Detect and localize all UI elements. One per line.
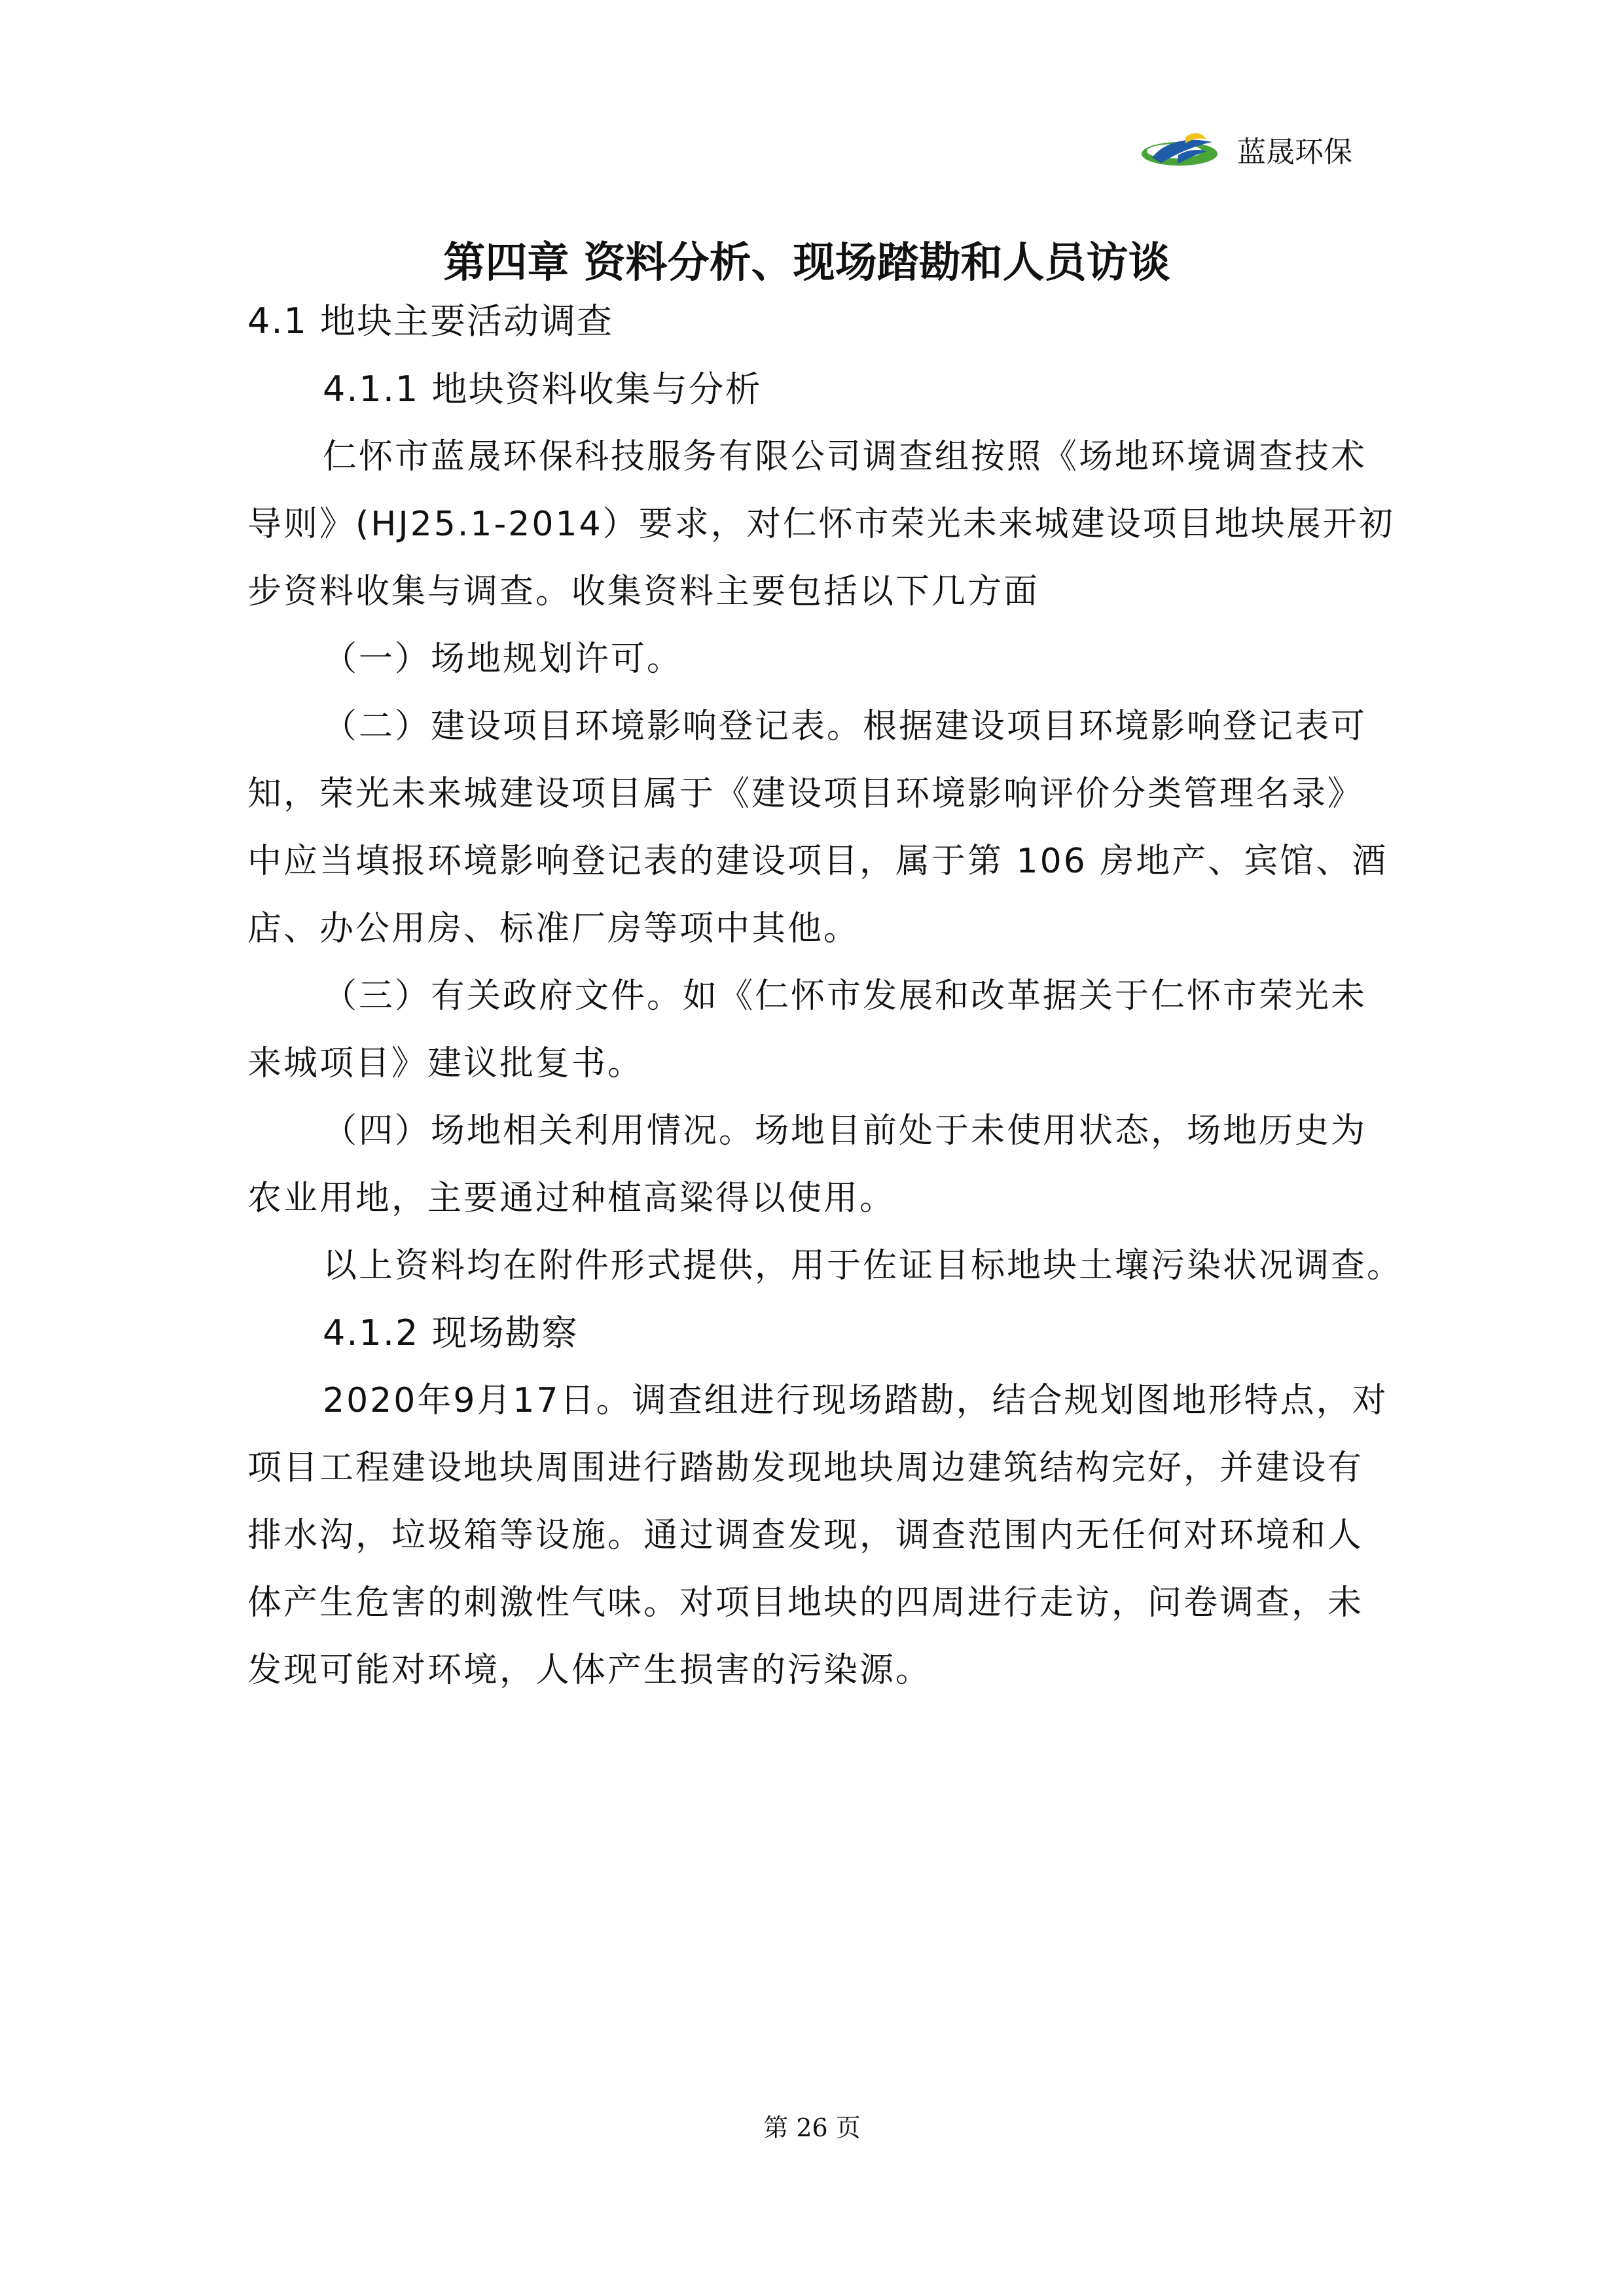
list-item-2-line-1: （二）建设项目环境影响登记表。根据建设项目环境影响登记表可 xyxy=(323,707,1367,746)
paragraph-line-3: 步资料收集与调查。收集资料主要包括以下几方面 xyxy=(247,572,1040,611)
company-logo-icon xyxy=(1139,128,1221,173)
section-heading-4-1-2: 4.1.2 现场勘察 xyxy=(323,1312,579,1354)
site-survey-line-1: 2020年9月17日。调查组进行现场踏勘，结合规划图地形特点，对 xyxy=(323,1381,1388,1420)
paragraph-line-2: 导则》(HJ25.1-2014）要求，对仁怀市荣光未来城建设项目地块展开初 xyxy=(247,505,1395,544)
list-item-2-line-3: 中应当填报环境影响登记表的建设项目，属于第 106 房地产、宾馆、酒 xyxy=(247,842,1388,881)
site-survey-line-4: 体产生危害的刺激性气味。对项目地块的四周进行走访，问卷调查，未 xyxy=(247,1583,1364,1623)
site-survey-line-5: 发现可能对环境，人体产生损害的污染源。 xyxy=(247,1651,932,1690)
section-heading-4-1-1: 4.1.1 地块资料收集与分析 xyxy=(323,368,762,410)
list-item-3-line-2: 来城项目》建议批复书。 xyxy=(247,1044,644,1083)
list-item-4-line-2: 农业用地，主要通过种植高粱得以使用。 xyxy=(247,1179,896,1218)
list-item-2-line-4: 店、办公用房、标准厂房等项中其他。 xyxy=(247,909,860,948)
paragraph-line-1: 仁怀市蓝晟环保科技服务有限公司调查组按照《场地环境调查技术 xyxy=(323,437,1367,476)
list-item-4-line-1: （四）场地相关利用情况。场地目前处于未使用状态，场地历史为 xyxy=(323,1111,1367,1151)
list-item-3-line-1: （三）有关政府文件。如《仁怀市发展和改革据关于仁怀市荣光未 xyxy=(323,977,1367,1016)
page-number: 第 26 页 xyxy=(763,2113,861,2142)
company-name: 蓝晟环保 xyxy=(1237,135,1352,169)
list-item-1: （一）场地规划许可。 xyxy=(323,639,683,679)
list-item-2-line-2: 知，荣光未来城建设项目属于《建设项目环境影响评价分类管理名录》 xyxy=(247,774,1364,814)
attachment-note: 以上资料均在附件形式提供，用于佐证目标地块土壤污染状况调查。 xyxy=(323,1246,1403,1285)
site-survey-line-2: 项目工程建设地块周围进行踏勘发现地块周边建筑结构完好，并建设有 xyxy=(247,1448,1364,1488)
chapter-title: 第四章 资料分析、现场踏勘和人员访谈 xyxy=(443,238,1170,287)
site-survey-line-3: 排水沟，垃圾箱等设施。通过调查发现，调查范围内无任何对环境和人 xyxy=(247,1516,1364,1555)
section-heading-4-1: 4.1 地块主要活动调查 xyxy=(247,300,614,342)
